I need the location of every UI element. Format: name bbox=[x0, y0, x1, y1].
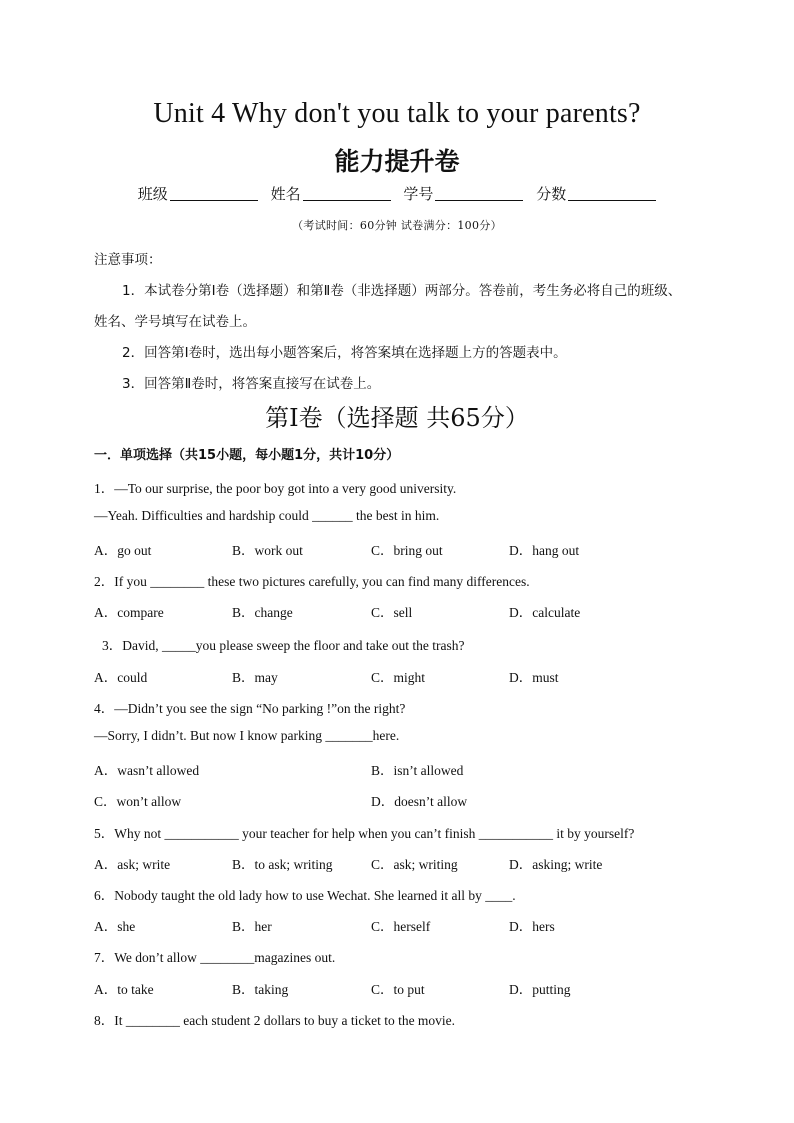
score-label: 分数 bbox=[536, 185, 567, 203]
question-3-option-b[interactable]: B．may bbox=[232, 670, 278, 685]
question-4-option-b[interactable]: B．isn’t allowed bbox=[371, 763, 464, 778]
question-5-option-d[interactable]: D．asking; write bbox=[509, 857, 603, 872]
question-3-option-c[interactable]: C．might bbox=[371, 670, 426, 685]
part-one-title: 第Ⅰ卷（选择题 共65分） bbox=[265, 404, 529, 432]
question-2-option-b[interactable]: B．change bbox=[232, 605, 293, 620]
question-3-option-a[interactable]: A．could bbox=[94, 670, 148, 685]
question-7-option-d[interactable]: D．putting bbox=[509, 982, 571, 997]
question-6-option-b[interactable]: B．her bbox=[232, 919, 272, 934]
class-label: 班级 bbox=[137, 185, 168, 203]
name-field bbox=[271, 183, 391, 204]
class-blank[interactable] bbox=[170, 186, 258, 201]
page-title: Unit 4 Why don't you talk to your parents? bbox=[153, 98, 641, 129]
question-5-stem: 5．Why not ___________ your teacher for help when you can’t finish ___________ it by yourself? bbox=[94, 826, 635, 841]
question-1-option-b[interactable]: B．work out bbox=[232, 543, 303, 558]
question-6-option-d[interactable]: D．hers bbox=[509, 919, 555, 934]
question-7-stem: 7．We don’t allow ________magazines out. bbox=[94, 950, 336, 965]
question-1-stem-line-2: —Yeah. Difficulties and hardship could ______ the best in him. bbox=[94, 508, 440, 523]
section-title: 一．单项选择（共15小题，每小题1分，共计10分） bbox=[94, 448, 400, 463]
question-1-option-a[interactable]: A．go out bbox=[94, 543, 152, 558]
student-info-fields bbox=[0, 183, 794, 204]
question-7-option-a[interactable]: A．to take bbox=[94, 982, 154, 997]
question-4-stem: 4．—Didn’t you see the sign “No parking !”on the right? bbox=[94, 701, 406, 716]
question-1-option-c[interactable]: C．bring out bbox=[371, 543, 443, 558]
class-field bbox=[138, 183, 258, 204]
question-7-option-c[interactable]: C．to put bbox=[371, 982, 425, 997]
exam-info: （考试时间：60分钟 试卷满分：100分） bbox=[292, 219, 502, 232]
note-item-1: 1．本试卷分第Ⅰ卷（选择题）和第Ⅱ卷（非选择题）两部分。答卷前，考生务必将自己的班级、 bbox=[122, 283, 682, 299]
question-5-option-c[interactable]: C．ask; writing bbox=[371, 857, 458, 872]
question-1-option-d[interactable]: D．hang out bbox=[509, 543, 580, 558]
note-item-2: 2．回答第Ⅰ卷时，选出每小题答案后，将答案填在选择题上方的答题表中。 bbox=[122, 345, 567, 361]
question-4-option-a[interactable]: A．wasn’t allowed bbox=[94, 763, 200, 778]
question-2-option-a[interactable]: A．compare bbox=[94, 605, 164, 620]
score-blank[interactable] bbox=[568, 186, 656, 201]
notes-heading: 注意事项： bbox=[94, 252, 162, 268]
name-label: 姓名 bbox=[270, 185, 301, 203]
question-1-stem: 1．—To our surprise, the poor boy got into a very good university. bbox=[94, 481, 457, 496]
question-6-stem: 6．Nobody taught the old lady how to use Wechat. She learned it all by ____. bbox=[94, 888, 516, 903]
student-id-blank[interactable] bbox=[435, 186, 523, 201]
question-6-option-c[interactable]: C．herself bbox=[371, 919, 431, 934]
question-3-stem: 3．David, _____you please sweep the floor and take out the trash? bbox=[102, 638, 465, 653]
question-4-stem-line-2: —Sorry, I didn’t. But now I know parking _______here. bbox=[94, 728, 400, 743]
note-item-1-continued: 姓名、学号填写在试卷上。 bbox=[94, 314, 256, 330]
page-subtitle: 能力提升卷 bbox=[334, 147, 460, 176]
question-2-option-d[interactable]: D．calculate bbox=[509, 605, 581, 620]
question-5-option-b[interactable]: B．to ask; writing bbox=[232, 857, 333, 872]
student-id-field bbox=[403, 183, 523, 204]
question-3-option-d[interactable]: D．must bbox=[509, 670, 559, 685]
question-8-stem: 8．It ________ each student 2 dollars to buy a ticket to the movie. bbox=[94, 1013, 456, 1028]
note-item-3: 3．回答第Ⅱ卷时，将答案直接写在试卷上。 bbox=[122, 376, 381, 392]
question-5-option-a[interactable]: A．ask; write bbox=[94, 857, 171, 872]
student-id-label: 学号 bbox=[403, 185, 434, 203]
question-4-option-d[interactable]: D．doesn’t allow bbox=[371, 794, 468, 809]
name-blank[interactable] bbox=[303, 186, 391, 201]
score-field bbox=[536, 183, 656, 204]
question-2-stem: 2．If you ________ these two pictures carefully, you can find many differences. bbox=[94, 574, 530, 589]
question-7-option-b[interactable]: B．taking bbox=[232, 982, 289, 997]
question-4-option-c[interactable]: C．won’t allow bbox=[94, 794, 182, 809]
question-2-option-c[interactable]: C．sell bbox=[371, 605, 413, 620]
question-6-option-a[interactable]: A．she bbox=[94, 919, 136, 934]
